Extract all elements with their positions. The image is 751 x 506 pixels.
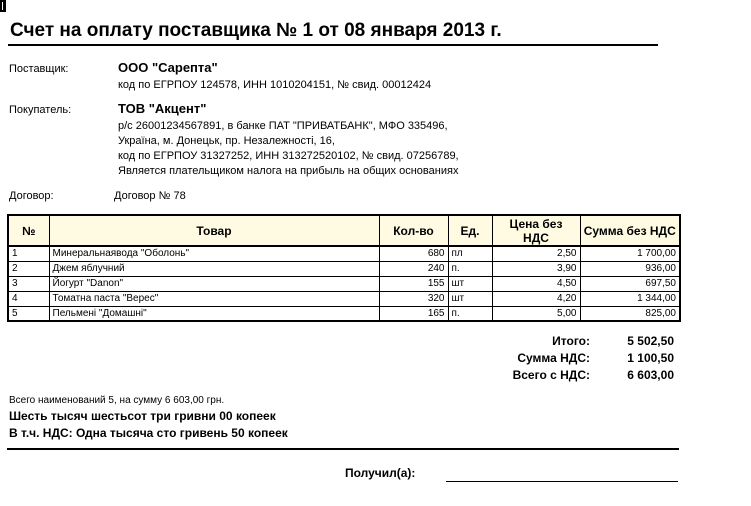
row-price: 4,50 (492, 276, 580, 291)
row-number: 5 (8, 306, 49, 321)
vat-label: Сумма НДС: (517, 351, 590, 365)
title-divider (8, 44, 658, 46)
row-price: 4,20 (492, 291, 580, 306)
buyer-label: Покупатель: (9, 104, 72, 116)
table-header-row (8, 215, 680, 246)
total-label: Итого: (552, 334, 590, 348)
row-product: Йогурт "Danon" (49, 276, 379, 291)
supplier-name: ООО "Сарепта" (118, 60, 218, 75)
table-row (8, 261, 680, 276)
buyer-tax-line: Является плательщиком налога на прибыль на общих основаниях (118, 165, 459, 177)
row-number: 1 (8, 246, 49, 261)
row-product: Минеральнаявода "Оболонь" (49, 246, 379, 261)
row-product: Пельмені "Домашні" (49, 306, 379, 321)
row-sum: 1 344,00 (580, 291, 680, 306)
vat-value: 1 100,50 (627, 351, 674, 365)
grand-total-value: 6 603,00 (627, 368, 674, 382)
total-value: 5 502,50 (627, 334, 674, 348)
buyer-codes-line: код по ЕГРПОУ 31327252, ИНН 313272520102, № свид. 07256789, (118, 150, 459, 162)
row-qty: 320 (379, 291, 448, 306)
bottom-divider (7, 448, 679, 450)
grand-total-label: Всего с НДС: (512, 368, 590, 382)
goods-table (7, 214, 681, 322)
amount-in-words: Шесть тысяч шестьсот три гривни 00 копеек (9, 409, 276, 423)
grand-total-row (470, 368, 680, 385)
received-label: Получил(а): (345, 466, 416, 480)
buyer-bank-line: р/с 26001234567891, в банке ПАТ "ПРИВАТБАНК", МФО 335496, (118, 120, 448, 132)
row-qty: 240 (379, 261, 448, 276)
row-unit: п. (448, 261, 492, 276)
row-price: 5,00 (492, 306, 580, 321)
row-qty: 165 (379, 306, 448, 321)
row-qty: 680 (379, 246, 448, 261)
corner-marker (0, 0, 6, 12)
row-unit: шт (448, 291, 492, 306)
col-header-qty: Кол-во (379, 215, 448, 246)
col-header-product: Товар (49, 215, 379, 246)
row-sum: 825,00 (580, 306, 680, 321)
totals-block (470, 334, 680, 385)
row-product: Джем яблучний (49, 261, 379, 276)
items-summary: Всего наименований 5, на сумму 6 603,00 грн. (9, 395, 225, 406)
row-qty: 155 (379, 276, 448, 291)
table-row (8, 291, 680, 306)
col-header-sum: Сумма без НДС (580, 215, 680, 246)
signature-line (446, 481, 678, 482)
contract-value: Договор № 78 (114, 190, 186, 202)
contract-label: Договор: (9, 190, 54, 202)
col-header-price: Цена без НДС (492, 215, 580, 246)
row-unit: п. (448, 306, 492, 321)
row-number: 2 (8, 261, 49, 276)
buyer-address-line: Україна, м. Донецьк, пр. Незалежності, 16, (118, 135, 335, 147)
total-row (470, 334, 680, 351)
row-number: 4 (8, 291, 49, 306)
table-row (8, 276, 680, 291)
buyer-name: ТОВ "Акцент" (118, 101, 207, 116)
supplier-details: код по ЕГРПОУ 124578, ИНН 1010204151, № свид. 00012424 (118, 79, 432, 91)
col-header-number: № (8, 215, 49, 246)
supplier-label: Поставщик: (9, 63, 69, 75)
col-header-unit: Ед. (448, 215, 492, 246)
row-product: Томатна паста "Верес" (49, 291, 379, 306)
table-row (8, 306, 680, 321)
row-unit: пл (448, 246, 492, 261)
row-number: 3 (8, 276, 49, 291)
row-sum: 1 700,00 (580, 246, 680, 261)
row-price: 3,90 (492, 261, 580, 276)
row-price: 2,50 (492, 246, 580, 261)
table-row (8, 246, 680, 261)
vat-row (470, 351, 680, 368)
row-sum: 697,50 (580, 276, 680, 291)
row-unit: шт (448, 276, 492, 291)
row-sum: 936,00 (580, 261, 680, 276)
vat-in-words: В т.ч. НДС: Одна тысяча сто гривень 50 копеек (9, 426, 288, 440)
invoice-title: Счет на оплату поставщика № 1 от 08 января 2013 г. (10, 20, 502, 41)
